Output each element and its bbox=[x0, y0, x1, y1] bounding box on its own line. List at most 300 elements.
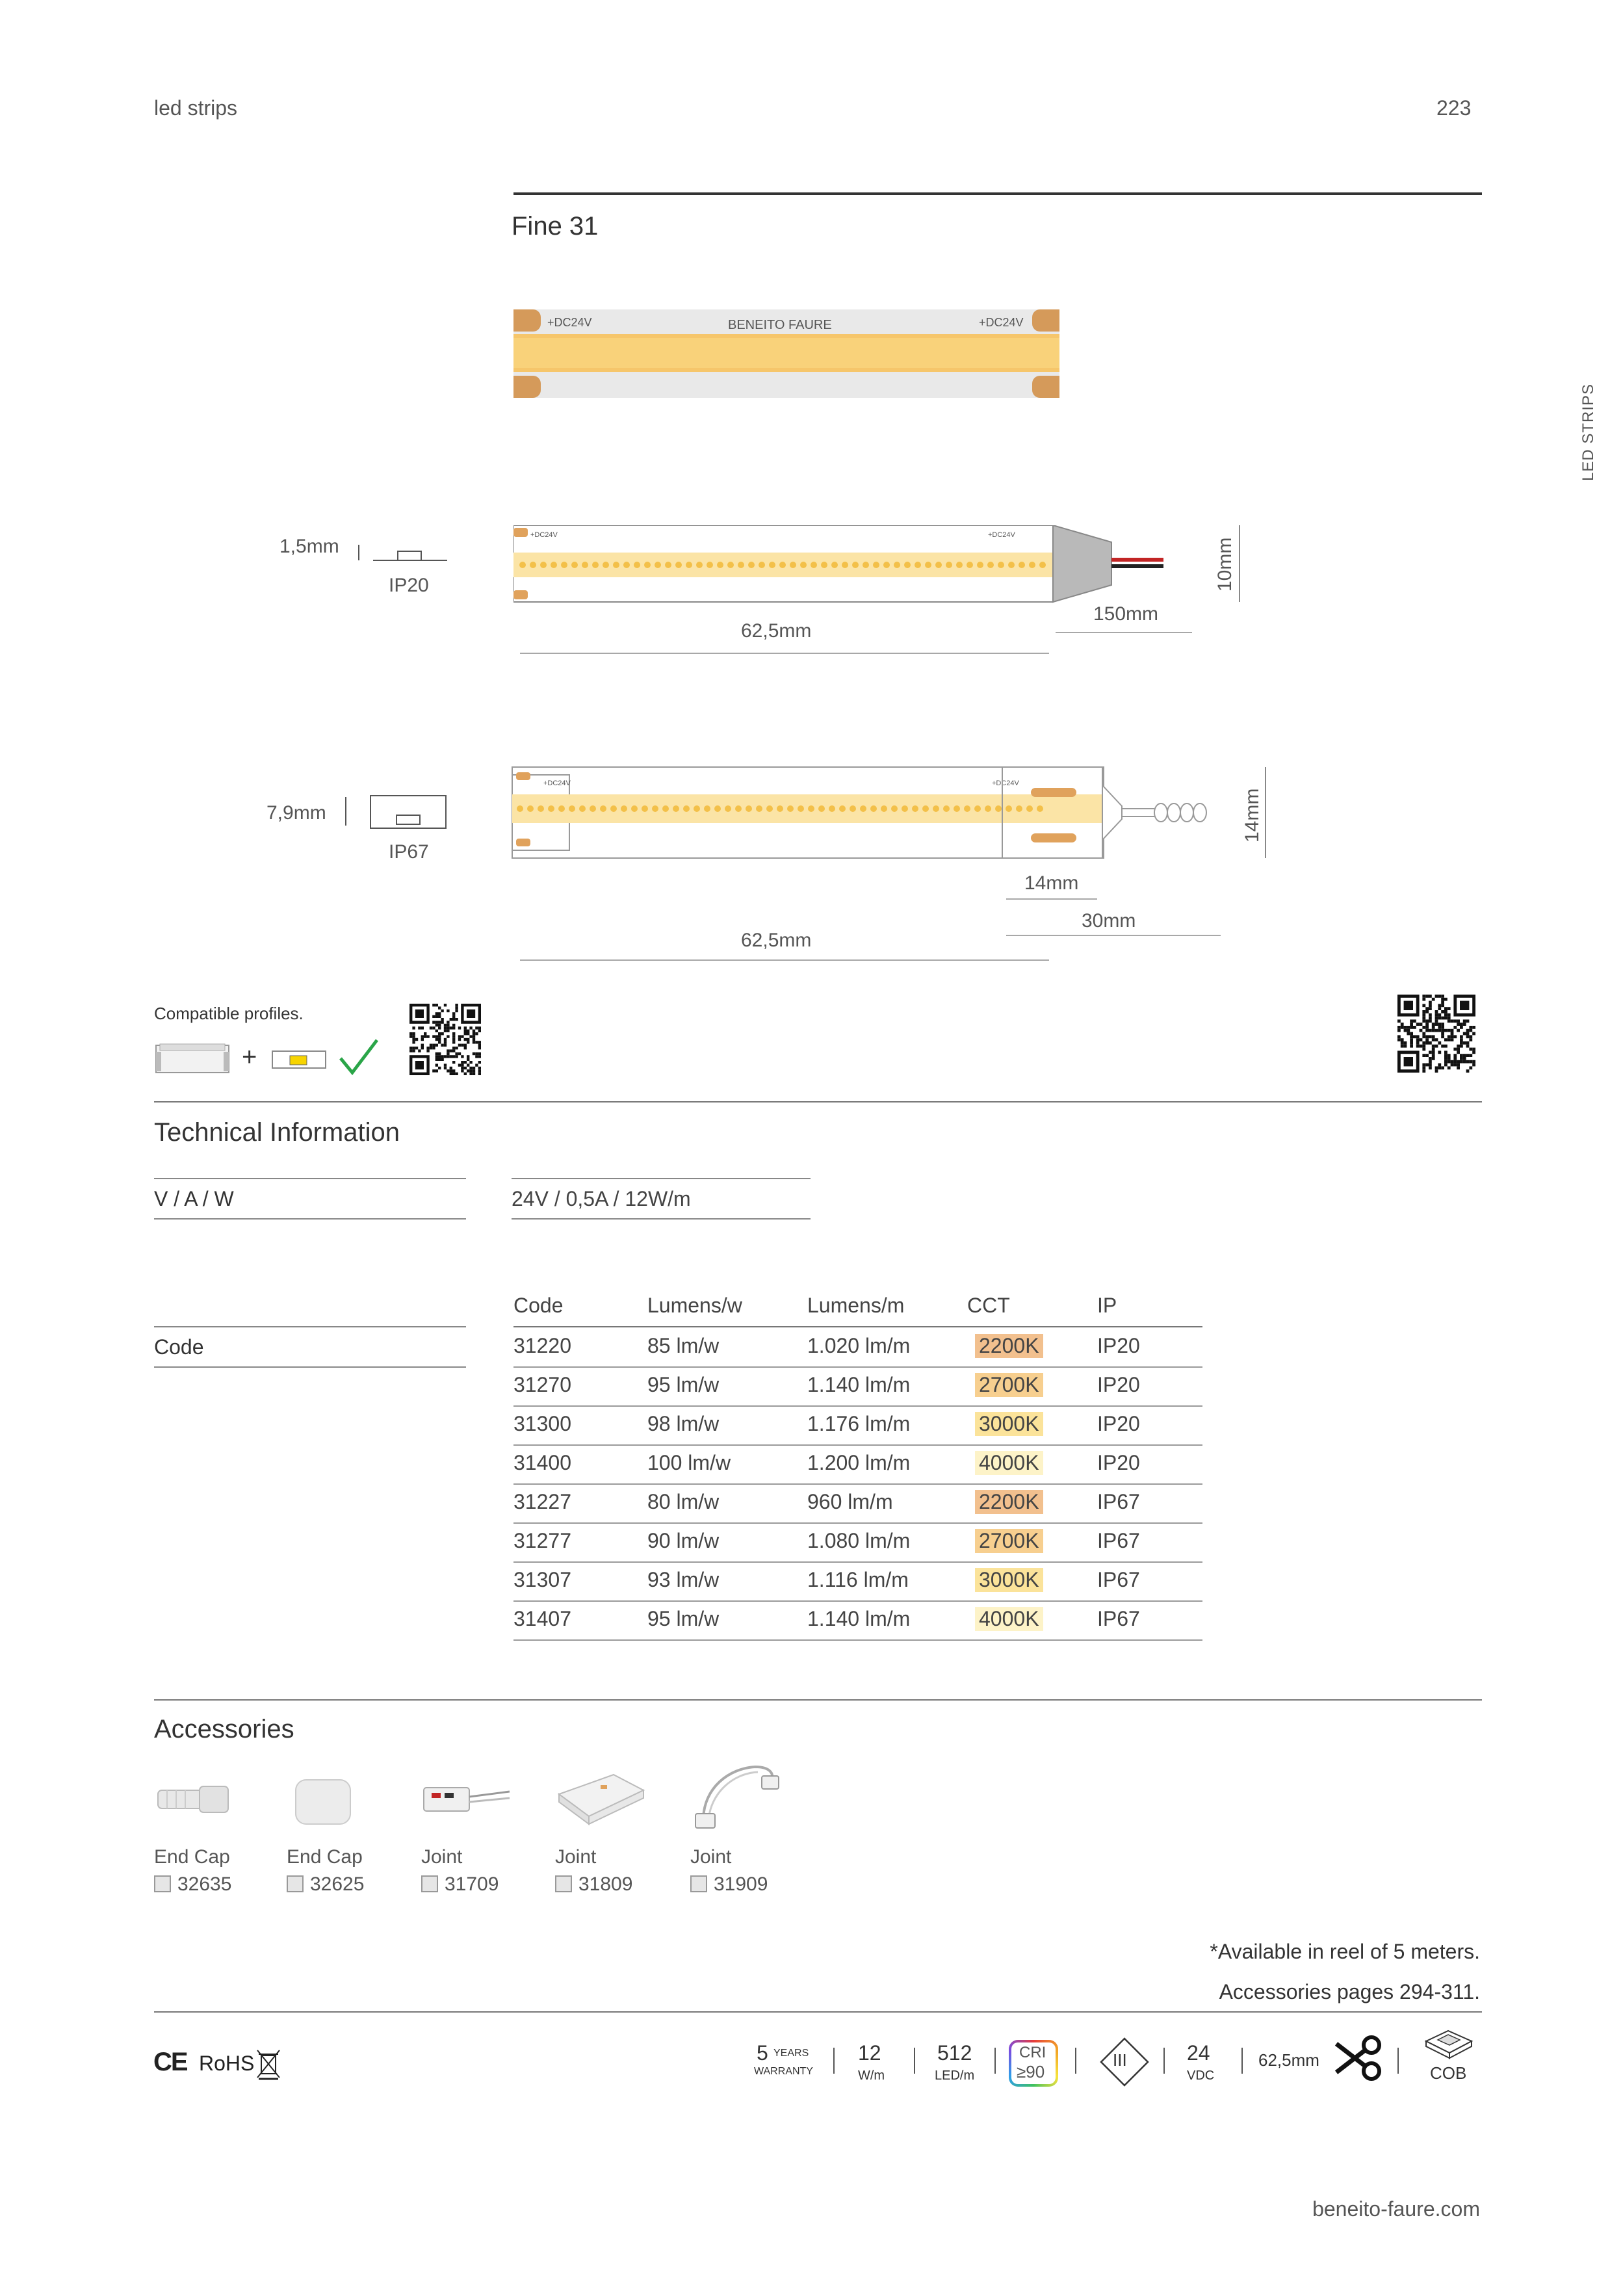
qr-finder bbox=[467, 1010, 475, 1018]
qr-module bbox=[1444, 1017, 1448, 1020]
qr-module bbox=[475, 1026, 478, 1029]
qr-module bbox=[1444, 998, 1448, 1001]
qr-module bbox=[412, 1032, 415, 1035]
qr-module bbox=[1444, 1029, 1448, 1032]
qr-module bbox=[412, 1041, 415, 1043]
qr-module bbox=[441, 1032, 443, 1035]
qr-module bbox=[432, 1021, 435, 1023]
qr-module bbox=[467, 1038, 469, 1041]
qr-module bbox=[1425, 1026, 1429, 1029]
qr-module bbox=[1453, 1019, 1457, 1023]
qr-module bbox=[1453, 1060, 1457, 1063]
qr-module bbox=[478, 1069, 481, 1072]
led-dot bbox=[561, 562, 567, 568]
cell-ip: IP20 bbox=[1097, 1412, 1140, 1435]
qr-module bbox=[441, 1058, 443, 1061]
qr-module bbox=[464, 1067, 467, 1069]
cell-lumens-m: 1.140 lm/m bbox=[807, 1607, 911, 1630]
vaw-value-rule-top bbox=[512, 1178, 811, 1179]
end-cap-icon bbox=[154, 1762, 245, 1833]
qr-module bbox=[1407, 1029, 1410, 1032]
led-dot bbox=[1026, 805, 1033, 812]
led-dot bbox=[925, 562, 931, 568]
qr-module bbox=[458, 1052, 461, 1055]
qr-module bbox=[1435, 1019, 1438, 1023]
qr-module bbox=[438, 1058, 441, 1061]
led-dot bbox=[790, 562, 796, 568]
qr-module bbox=[1401, 1023, 1404, 1026]
qr-module bbox=[447, 1069, 449, 1072]
qr-module bbox=[1435, 1038, 1438, 1041]
qr-module bbox=[1432, 998, 1435, 1001]
led-dot bbox=[582, 562, 588, 568]
header-lumens-m: Lumens/m bbox=[807, 1294, 905, 1317]
qr-module bbox=[1463, 1057, 1466, 1060]
qr-module bbox=[418, 1049, 421, 1052]
qr-module bbox=[469, 1069, 472, 1072]
accessories-pages-note: Accessories pages 294-311. bbox=[1219, 1980, 1480, 2003]
cell-code: 31407 bbox=[513, 1607, 571, 1630]
ip20-length-line bbox=[520, 653, 1049, 654]
cell-ip: IP67 bbox=[1097, 1607, 1140, 1630]
cell-lumens-w: 98 lm/w bbox=[647, 1412, 720, 1435]
watts-value: 12 bbox=[858, 2041, 881, 2065]
qr-module bbox=[1410, 1041, 1413, 1045]
qr-module bbox=[435, 1030, 438, 1032]
qr-module bbox=[1460, 1038, 1463, 1041]
qr-module bbox=[447, 1052, 449, 1055]
qr-module bbox=[1422, 1045, 1425, 1048]
qr-module bbox=[452, 1015, 455, 1018]
led-dot bbox=[673, 805, 679, 812]
led-dot bbox=[1037, 805, 1043, 812]
qr-module bbox=[467, 1063, 469, 1066]
led-dot bbox=[995, 805, 1002, 812]
qr-module bbox=[461, 1069, 463, 1072]
checkbox-icon bbox=[421, 1875, 438, 1892]
led-dot bbox=[977, 562, 983, 568]
separator bbox=[914, 2048, 915, 2074]
qr-module bbox=[452, 1024, 455, 1026]
led-dot bbox=[714, 805, 721, 812]
cell-lumens-w: 95 lm/w bbox=[647, 1607, 720, 1630]
qr-module bbox=[432, 1015, 435, 1018]
qr-module bbox=[478, 1047, 481, 1049]
led-dot bbox=[985, 805, 991, 812]
led-dot bbox=[860, 805, 866, 812]
qr-module bbox=[1441, 1026, 1444, 1029]
led-dot bbox=[873, 562, 879, 568]
qr-module bbox=[412, 1035, 415, 1037]
qr-module bbox=[478, 1041, 481, 1043]
vaw-value-rule-bottom bbox=[512, 1218, 811, 1220]
qr-module bbox=[452, 1038, 455, 1041]
qr-module bbox=[444, 1004, 447, 1006]
led-dot bbox=[610, 805, 617, 812]
code-label: Code bbox=[154, 1335, 204, 1359]
qr-module bbox=[1453, 1063, 1457, 1067]
led-dot bbox=[821, 562, 827, 568]
qr-module bbox=[1472, 1026, 1475, 1029]
qr-module bbox=[1457, 1045, 1460, 1048]
qr-module bbox=[1413, 1035, 1416, 1038]
ip20-height: 10mm bbox=[1214, 537, 1236, 592]
qr-module bbox=[409, 1032, 412, 1035]
qr-module bbox=[1444, 1054, 1448, 1057]
led-dot bbox=[912, 805, 918, 812]
qr-module bbox=[1410, 1019, 1413, 1023]
qr-module bbox=[1466, 1029, 1470, 1032]
led-dot bbox=[759, 562, 765, 568]
led-dot bbox=[839, 805, 846, 812]
qr-module bbox=[461, 1061, 463, 1063]
qr-module bbox=[1441, 1004, 1444, 1007]
qr-module bbox=[467, 1069, 469, 1072]
qr-module bbox=[1469, 1054, 1472, 1057]
strip-photo bbox=[513, 309, 1059, 398]
qr-module bbox=[1429, 1060, 1432, 1063]
accessory-name: Joint bbox=[555, 1846, 597, 1868]
qr-module bbox=[1420, 1038, 1423, 1041]
led-dot bbox=[1016, 805, 1022, 812]
qr-module bbox=[1404, 1045, 1407, 1048]
cell-ip: IP67 bbox=[1097, 1568, 1140, 1591]
separator bbox=[1397, 2048, 1399, 2074]
vdc-icon bbox=[1179, 2041, 1231, 2083]
qr-module bbox=[435, 1035, 438, 1037]
qr-module bbox=[1422, 1035, 1425, 1038]
qr-module bbox=[469, 1073, 472, 1075]
accessory-code-value: 31809 bbox=[578, 1873, 633, 1895]
qr-module bbox=[1448, 1038, 1451, 1041]
joint-cable-icon bbox=[690, 1762, 781, 1833]
cell-lumens-m: 1.116 lm/m bbox=[807, 1568, 909, 1591]
qr-module bbox=[1448, 1057, 1451, 1060]
watts-unit: W/m bbox=[858, 2068, 885, 2083]
qr-module bbox=[1425, 1063, 1429, 1067]
qr-module bbox=[475, 1055, 478, 1058]
led-dot bbox=[943, 805, 950, 812]
led-dot bbox=[842, 562, 848, 568]
qr-module bbox=[1451, 1019, 1454, 1023]
qr-module bbox=[438, 1032, 441, 1035]
qr-module bbox=[473, 1041, 475, 1043]
led-dot bbox=[655, 562, 661, 568]
qr-module bbox=[421, 1047, 424, 1049]
qr-module bbox=[1441, 1001, 1444, 1004]
cell-code: 31277 bbox=[513, 1529, 571, 1552]
vdc-value: 24 bbox=[1187, 2041, 1210, 2065]
qr-module bbox=[1407, 1026, 1410, 1029]
qr-module bbox=[461, 1067, 463, 1069]
qr-module bbox=[438, 1067, 441, 1069]
qr-module bbox=[1429, 1066, 1432, 1069]
qr-module bbox=[1425, 1010, 1429, 1013]
qr-module bbox=[435, 1044, 438, 1047]
led-dot bbox=[652, 805, 658, 812]
strip-photo-label-right: +DC24V bbox=[979, 316, 1024, 329]
cut-length: 62,5mm bbox=[1258, 2050, 1319, 2070]
qr-module bbox=[444, 1063, 447, 1066]
qr-module bbox=[1469, 1029, 1472, 1032]
led-dot bbox=[829, 805, 835, 812]
led-dot bbox=[540, 562, 547, 568]
led-dot bbox=[603, 562, 609, 568]
qr-module bbox=[421, 1044, 424, 1047]
vaw-value: 24V / 0,5A / 12W/m bbox=[512, 1187, 691, 1210]
leds-unit: LED/m bbox=[935, 2068, 975, 2083]
qr-module bbox=[1441, 1032, 1444, 1036]
qr-module bbox=[1422, 1041, 1425, 1045]
website-link[interactable]: beneito-faure.com bbox=[1312, 2197, 1480, 2221]
qr-module bbox=[1416, 1023, 1420, 1026]
ip67-drawing-label-right: +DC24V bbox=[992, 779, 1019, 787]
qr-module bbox=[1401, 1041, 1404, 1045]
led-dot bbox=[915, 562, 921, 568]
led-dot bbox=[592, 562, 599, 568]
qr-module bbox=[1397, 1029, 1401, 1032]
qr-module bbox=[409, 1047, 412, 1049]
qr-module bbox=[1466, 1035, 1470, 1038]
table-row bbox=[513, 1366, 1202, 1407]
qr-module bbox=[1410, 1035, 1413, 1038]
qr-module bbox=[1429, 1041, 1432, 1045]
qr-module bbox=[435, 1055, 438, 1058]
cell-ip: IP67 bbox=[1097, 1529, 1140, 1552]
ip67-height: 14mm bbox=[1241, 788, 1263, 842]
qr-module bbox=[475, 1063, 478, 1066]
qr-module bbox=[1420, 1023, 1423, 1026]
cell-lumens-m: 1.140 lm/m bbox=[807, 1373, 911, 1396]
qr-module bbox=[435, 1052, 438, 1055]
qr-module bbox=[450, 1055, 452, 1058]
qr-module bbox=[1438, 1004, 1441, 1007]
led-dot bbox=[769, 562, 775, 568]
qr-module bbox=[458, 1035, 461, 1037]
qr-module bbox=[1457, 1023, 1460, 1026]
qr-module bbox=[1438, 1007, 1441, 1010]
qr-module bbox=[421, 1035, 424, 1037]
qr-module bbox=[464, 1038, 467, 1041]
qr-module bbox=[1413, 1026, 1416, 1029]
ip20-length: 62,5mm bbox=[741, 620, 812, 642]
led-dot bbox=[1008, 562, 1015, 568]
qr-module bbox=[1457, 1063, 1460, 1067]
ip20-drawing-label-right: +DC24V bbox=[988, 531, 1015, 539]
qr-module bbox=[1429, 1063, 1432, 1067]
ce-mark-icon: CE bbox=[153, 2048, 187, 2076]
qr-finder bbox=[1460, 1001, 1469, 1010]
qr-module bbox=[1457, 1029, 1460, 1032]
warranty-number: 5 bbox=[757, 2041, 768, 2065]
qr-module bbox=[438, 1015, 441, 1018]
qr-module bbox=[450, 1026, 452, 1029]
table-row bbox=[513, 1561, 1202, 1602]
cell-lumens-w: 95 lm/w bbox=[647, 1373, 720, 1396]
qr-module bbox=[1441, 1017, 1444, 1020]
qr-module bbox=[1422, 1004, 1425, 1007]
led-dot bbox=[725, 805, 731, 812]
qr-module bbox=[469, 1026, 472, 1029]
qr-module bbox=[1472, 1050, 1475, 1054]
qr-module bbox=[1401, 1026, 1404, 1029]
accessories-title: Accessories bbox=[154, 1715, 294, 1743]
qr-module bbox=[450, 1069, 452, 1072]
qr-module bbox=[432, 1026, 435, 1029]
cell-lumens-w: 93 lm/w bbox=[647, 1568, 720, 1591]
warranty-icon bbox=[754, 2041, 819, 2080]
table-row bbox=[513, 1600, 1202, 1641]
qr-module bbox=[1469, 1048, 1472, 1051]
qr-module bbox=[1466, 1041, 1470, 1045]
ip67-cable-line bbox=[1006, 935, 1221, 936]
qr-module bbox=[421, 1026, 424, 1029]
vaw-label: V / A / W bbox=[154, 1187, 234, 1210]
qr-module bbox=[1457, 1066, 1460, 1069]
ip67-end-cap-line bbox=[1006, 898, 1097, 900]
weee-bin-icon bbox=[255, 2048, 282, 2080]
led-dot bbox=[881, 805, 887, 812]
qr-module bbox=[452, 1012, 455, 1015]
qr-module bbox=[1429, 1035, 1432, 1038]
qr-module bbox=[415, 1038, 418, 1041]
header-code: Code bbox=[513, 1294, 564, 1317]
qr-module bbox=[473, 1069, 475, 1072]
qr-module bbox=[1432, 1057, 1435, 1060]
cell-code: 31300 bbox=[513, 1412, 571, 1435]
led-dot bbox=[800, 562, 807, 568]
qr-module bbox=[1438, 1029, 1441, 1032]
checkbox-icon bbox=[154, 1875, 171, 1892]
qr-module bbox=[473, 1032, 475, 1035]
table-row bbox=[513, 1444, 1202, 1485]
qr-module bbox=[1425, 1038, 1429, 1041]
accessories-rule bbox=[154, 1699, 1482, 1701]
qr-module bbox=[1438, 1041, 1441, 1045]
qr-module bbox=[418, 1026, 421, 1029]
qr-module bbox=[435, 1012, 438, 1015]
qr-module bbox=[1425, 1029, 1429, 1032]
qr-module bbox=[455, 1010, 458, 1012]
qr-module bbox=[1432, 1054, 1435, 1057]
ip20-profile-icon bbox=[357, 543, 448, 563]
led-dot bbox=[696, 562, 703, 568]
qr-module bbox=[1441, 1066, 1444, 1069]
qr-module bbox=[450, 1067, 452, 1069]
qr-module bbox=[1453, 1035, 1457, 1038]
qr-module bbox=[1469, 1038, 1472, 1041]
led-dot bbox=[964, 805, 970, 812]
qr-module bbox=[1441, 1045, 1444, 1048]
qr-module bbox=[435, 1021, 438, 1023]
cell-code: 31220 bbox=[513, 1334, 571, 1357]
qr-module bbox=[478, 1044, 481, 1047]
qr-code-icon-right[interactable] bbox=[1397, 995, 1475, 1073]
product-title: Fine 31 bbox=[512, 212, 599, 241]
cri-label: CRI bbox=[1019, 2044, 1046, 2061]
qr-module bbox=[1441, 995, 1444, 998]
qr-module bbox=[1463, 1023, 1466, 1026]
qr-module bbox=[1422, 1026, 1425, 1029]
qr-module bbox=[1435, 1013, 1438, 1017]
qr-module bbox=[1453, 1026, 1457, 1029]
led-dot bbox=[621, 805, 627, 812]
qr-module bbox=[455, 1052, 458, 1055]
qr-module bbox=[464, 1032, 467, 1035]
qr-module bbox=[464, 1061, 467, 1063]
ip67-end-cap: 14mm bbox=[1024, 872, 1079, 894]
qr-finder bbox=[1404, 1057, 1413, 1066]
qr-module bbox=[1435, 1017, 1438, 1020]
led-dot bbox=[519, 562, 526, 568]
qr-module bbox=[452, 1069, 455, 1072]
watts-icon bbox=[850, 2041, 902, 2083]
profile-icon bbox=[155, 1043, 230, 1075]
accessory-code-value: 31709 bbox=[445, 1873, 499, 1895]
qr-module bbox=[430, 1044, 432, 1047]
ip20-cable: 150mm bbox=[1093, 603, 1159, 625]
qr-module bbox=[478, 1073, 481, 1075]
side-tab: LED STRIPS bbox=[1579, 383, 1597, 481]
qr-module bbox=[452, 1061, 455, 1063]
qr-module bbox=[444, 1024, 447, 1026]
cct-badge: 4000K bbox=[975, 1451, 1043, 1475]
qr-module bbox=[421, 1038, 424, 1041]
ip67-length-line bbox=[520, 959, 1049, 961]
ip20-drawing-label-left: +DC24V bbox=[530, 531, 558, 539]
qr-module bbox=[1401, 1045, 1404, 1048]
qr-module bbox=[432, 1047, 435, 1049]
qr-module bbox=[1429, 1004, 1432, 1007]
qr-module bbox=[467, 1041, 469, 1043]
qr-module bbox=[1429, 1001, 1432, 1004]
qr-module bbox=[1469, 1066, 1472, 1069]
cell-code: 31227 bbox=[513, 1490, 571, 1513]
qr-module bbox=[1444, 1060, 1448, 1063]
qr-module bbox=[1448, 1054, 1451, 1057]
qr-code-icon[interactable] bbox=[409, 1004, 481, 1075]
qr-module bbox=[444, 1026, 447, 1029]
qr-module bbox=[1451, 1060, 1454, 1063]
qr-module bbox=[1460, 1045, 1463, 1048]
qr-module bbox=[1420, 1045, 1423, 1048]
qr-module bbox=[1444, 1010, 1448, 1013]
qr-module bbox=[450, 1073, 452, 1075]
qr-module bbox=[438, 1006, 441, 1009]
check-icon bbox=[338, 1036, 380, 1078]
led-dot bbox=[548, 805, 554, 812]
qr-module bbox=[1466, 1019, 1470, 1023]
header-cct: CCT bbox=[967, 1294, 1010, 1317]
led-dot bbox=[738, 562, 744, 568]
qr-module bbox=[461, 1044, 463, 1047]
qr-module bbox=[1429, 1017, 1432, 1020]
qr-module bbox=[444, 1038, 447, 1041]
qr-module bbox=[458, 1038, 461, 1041]
qr-module bbox=[464, 1073, 467, 1075]
led-dot bbox=[902, 805, 908, 812]
qr-module bbox=[1435, 1010, 1438, 1013]
led-dot bbox=[863, 562, 869, 568]
ip20-height-line bbox=[1239, 525, 1240, 602]
qr-finder bbox=[415, 1010, 424, 1018]
qr-module bbox=[1404, 1026, 1407, 1029]
qr-module bbox=[1422, 1054, 1425, 1057]
qr-module bbox=[1457, 1060, 1460, 1063]
qr-module bbox=[1429, 995, 1432, 998]
led-dot bbox=[558, 805, 565, 812]
checkbox-icon bbox=[690, 1875, 707, 1892]
